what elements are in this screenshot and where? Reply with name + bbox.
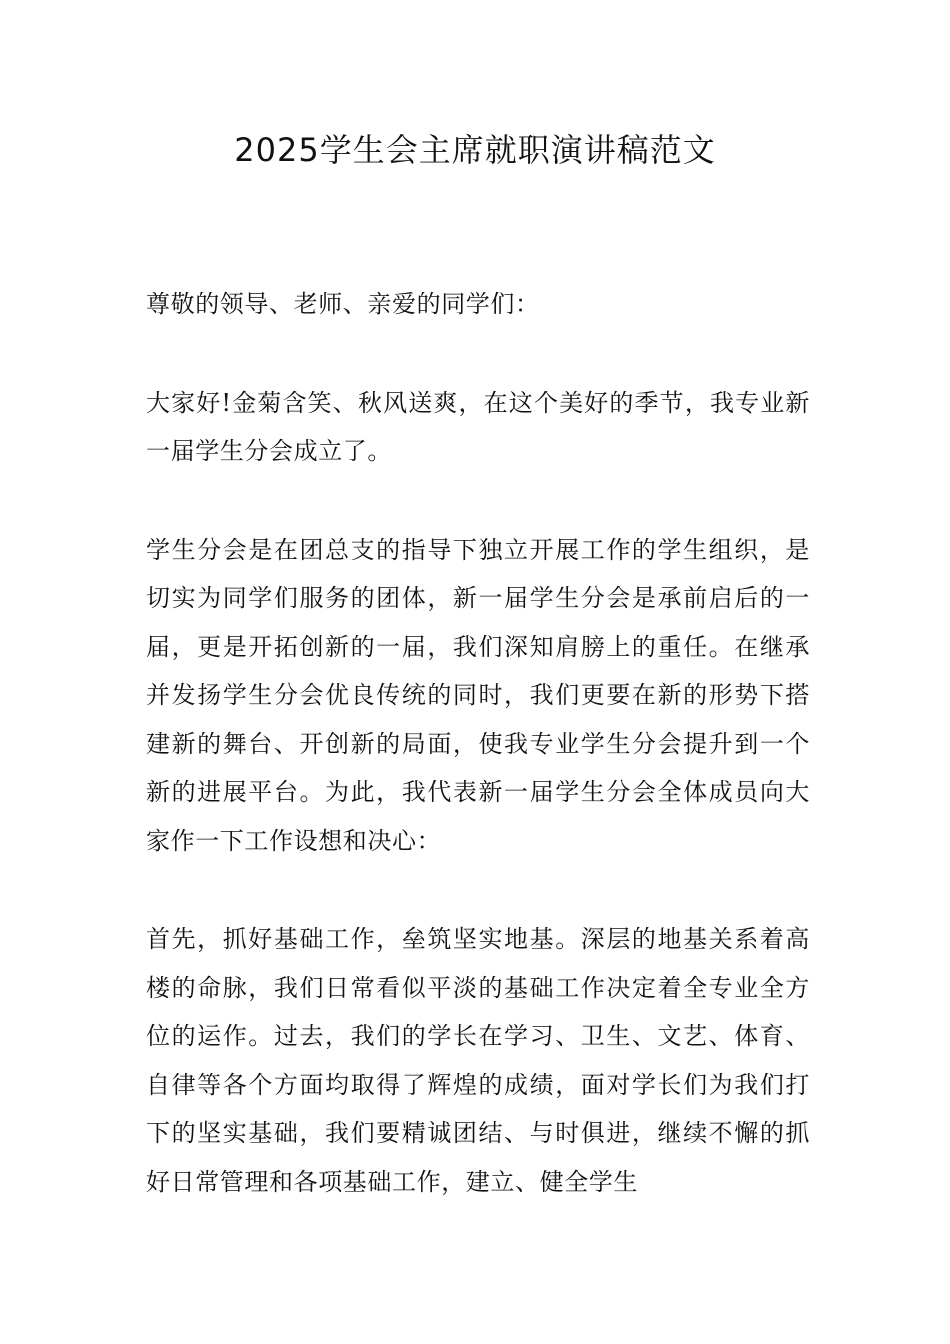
document-title: 2025学生会主席就职演讲稿范文 bbox=[234, 131, 716, 169]
first-point-paragraph: 首先，抓好基础工作，垒筑坚实地基。深层的地基关系着高楼的命脉，我们日常看似平淡的基础工作决定着全专业全方位的运作。过去，我们的学长在学习、卫生、文艺、体育、自律等各个方面均取得了辉煌的成绩，面对学长们为我们打下的坚实基础，我们要精诚团结、与时俱进，继续不懈的抓好日常管理和各项基础工作，建立、健全学生 bbox=[146, 925, 810, 1196]
document-body bbox=[146, 280, 810, 1256]
greeting-paragraph: 大家好!金菊含笑、秋风送爽，在这个美好的季节，我专业新一届学生分会成立了。 bbox=[146, 388, 810, 465]
salutation-paragraph: 尊敬的领导、老师、亲爱的同学们： bbox=[146, 290, 540, 318]
intro-paragraph: 学生分会是在团总支的指导下独立开展工作的学生组织，是切实为同学们服务的团体，新一届学生分会是承前启后的一届，更是开拓创新的一届，我们深知肩膀上的重任。在继承并发扬学生分会优良传统的同时，我们更要在新的形势下搭建新的舞台、开创新的局面，使我专业学生分会提升到一个新的进展平台。为此，我代表新一届学生分会全体成员向大家作一下工作设想和决心： bbox=[146, 535, 810, 855]
